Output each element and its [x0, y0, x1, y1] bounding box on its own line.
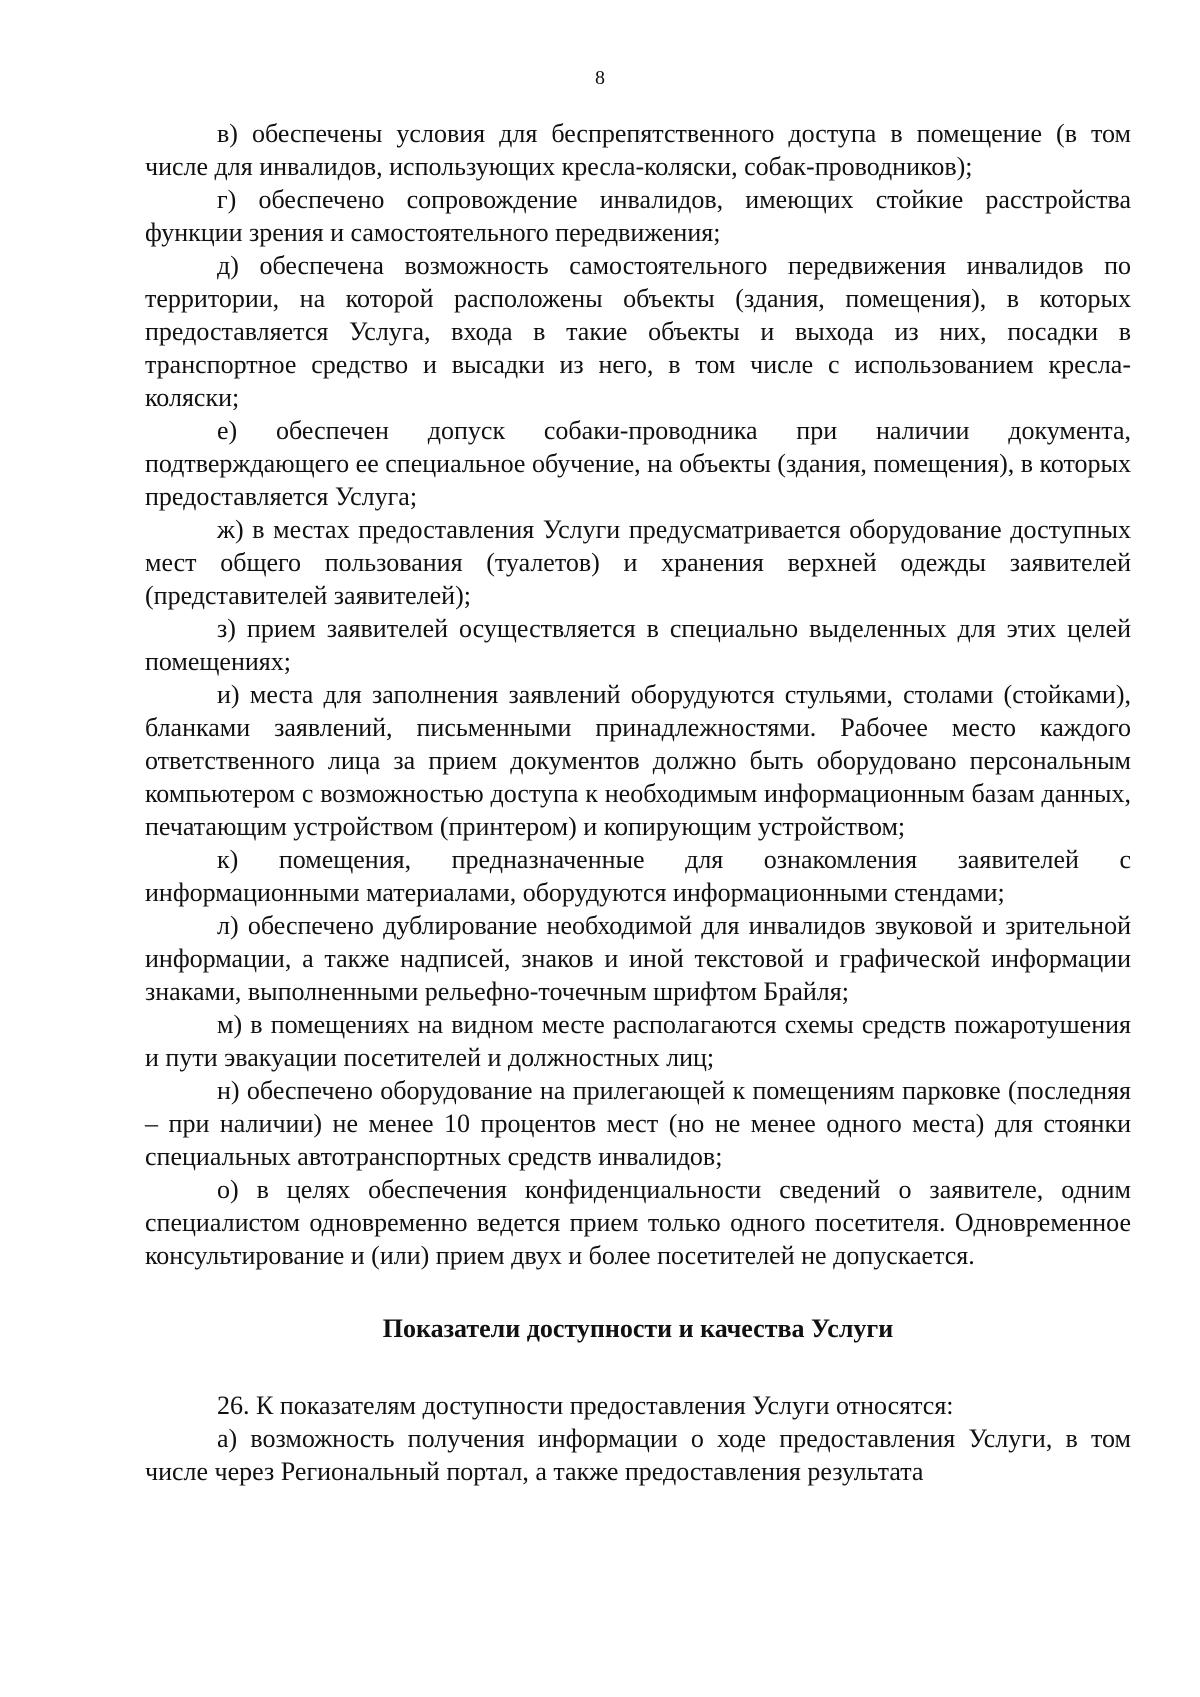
paragraph-i: и) места для заполнения заявлений оборудуются стульями, столами (стойками), бланками заявлений, письменными принадлежностями. Рабочее место каждого ответственного лица за прием документов должно быть оборудовано персональным компьютером с возможностью доступа к необходимым информационным базам данных, печатающим устройством (принтером) и копирующим устройством;	[145, 680, 1131, 841]
section-heading: Показатели доступности и качества Услуги	[382, 1314, 894, 1343]
paragraph-n: н) обеспечено оборудование на прилегающей к помещениям парковке (последняя – при наличии) не менее 10 процентов мест (но не менее одного места) для стоянки специальных автотранспортных средств инвалидов;	[145, 1076, 1131, 1171]
paragraph-l: л) обеспечено дублирование необходимой для инвалидов звуковой и зрительной информации, а также надписей, знаков и иной текстовой и графической информации знаками, выполненными рельефно-точечным шрифтом Брайля;	[145, 911, 1131, 1006]
page-number: 8	[595, 67, 605, 89]
paragraph-e: е) обеспечен допуск собаки-проводника при наличии документа, подтверждающего ее специальное обучение, на объекты (здания, помещения), в которых предоставляется Услуга;	[145, 416, 1131, 511]
paragraph-m: м) в помещениях на видном месте располагаются схемы средств пожаротушения и пути эвакуации посетителей и должностных лиц;	[145, 1010, 1131, 1072]
paragraph-26-a: а) возможность получения информации о ходе предоставления Услуги, в том числе через Региональный портал, а также предоставления результата	[145, 1424, 1131, 1486]
paragraph-v: в) обеспечены условия для беспрепятственного доступа в помещение (в том числе для инвалидов, использующих кресла-коляски, собак-проводников);	[145, 119, 1131, 181]
paragraph-d: д) обеспечена возможность самостоятельного передвижения инвалидов по территории, на которой расположены объекты (здания, помещения), в которых предоставляется Услуга, входа в такие объекты и выхода из них, посадки в транспортное средство и высадки из него, в том числе с использованием кресла-коляски;	[145, 251, 1131, 412]
paragraph-k: к) помещения, предназначенные для ознакомления заявителей с информационными материалами, оборудуются информационными стендами;	[145, 845, 1131, 907]
paragraph-o: о) в целях обеспечения конфиденциальности сведений о заявителе, одним специалистом одновременно ведется прием только одного посетителя. Одновременное консультирование и (или) прием двух и более посетителей не допускается.	[145, 1175, 1131, 1270]
page-content	[145, 117, 1131, 1488]
paragraph-zh: ж) в местах предоставления Услуги предусматривается оборудование доступных мест общего пользования (туалетов) и хранения верхней одежды заявителей (представителей заявителей);	[145, 515, 1131, 610]
paragraph-g: г) обеспечено сопровождение инвалидов, имеющих стойкие расстройства функции зрения и самостоятельного передвижения;	[145, 185, 1131, 247]
paragraph-26: 26. К показателям доступности предоставления Услуги относятся:	[217, 1391, 954, 1420]
paragraph-z: з) прием заявителей осуществляется в специально выделенных для этих целей помещениях;	[145, 614, 1131, 676]
